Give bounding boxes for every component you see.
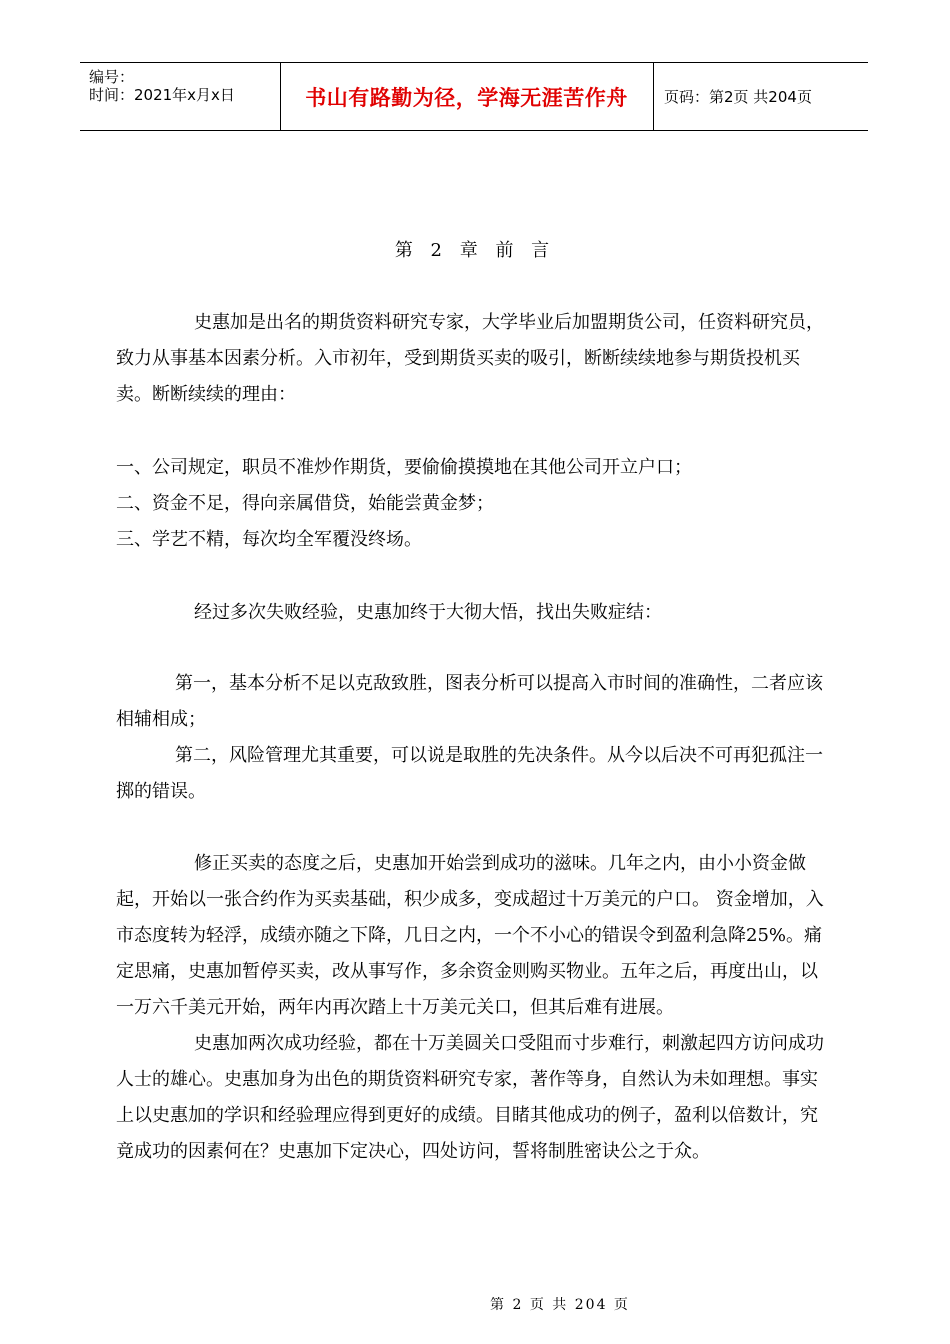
reason-item-1: 一、公司规定，职员不准炒作期货，要偷偷摸摸地在其他公司开立户口； [116,457,692,478]
paragraph-lesson-intro: 经过多次失败经验，史惠加终于大彻大悟，找出失败症结： [194,602,662,623]
paragraph-visit: 史惠加两次成功经验，都在十万美圆关口受阻而寸步难行，刺激起四方访问成功人士的雄心。史惠加身为出色的期货资料研究专家，著作等身，自然认为未如理想。事实上以史惠加的学识和经验理应得到更好的成绩。目睹其他成功的例子，盈利以倍数计，究竟成功的因素何在？史惠加下定决心，四处访问，誓将制胜密诀公之于众。 [116,1033,824,1162]
chapter-title: 第 2 章 前 言 [394,240,556,261]
paragraph-lesson-2: 第二，风险管理尤其重要，可以说是取胜的先决条件。从今以后决不可再犯孤注一掷的错误。 [116,745,823,802]
header-motto: 书山有路勤为径，学海无涯苦作舟 [305,85,628,110]
page-footer: 第 2 页 共 204 页 [490,1297,630,1313]
paragraph-intro: 史惠加是出名的期货资料研究专家，大学毕业后加盟期货公司，任资料研究员，致力从事基本因素分析。入市初年，受到期货买卖的吸引，断断续续地参与期货投机买卖。断断续续的理由： [116,312,824,405]
page-header [80,62,868,131]
header-info-cell [80,63,281,130]
header-motto-cell [280,63,654,130]
header-page-info: 页码：第2页 共204页 [664,88,812,106]
paragraph-success: 修正买卖的态度之后，史惠加开始尝到成功的滋味。几年之内，由小小资金做起，开始以一张合约作为买卖基础，积少成多，变成超过十万美元的户口。 资金增加，入市态度转为轻浮，成绩亦随之下降，几日之内，一个不小心的错误令到盈利急降25%。痛定思痛，史惠加暂停买卖，改从事写作，多余资金则购买物业。五年之后，再度出山，以一万六千美元开始，两年内再次踏上十万美元关口，但其后难有进展。 [116,853,824,1018]
header-page-cell [654,63,868,130]
reason-item-3: 三、学艺不精，每次均全军覆没终场。 [116,529,422,550]
document-time-label: 时间：2021年x月x日 [89,86,235,104]
document-number-label: 编号： [89,68,135,86]
paragraph-lesson-1: 第一，基本分析不足以克敌致胜，图表分析可以提高入市时间的准确性，二者应该相辅相成； [116,673,823,730]
reason-item-2: 二、资金不足，得向亲属借贷，始能尝黄金梦； [116,493,494,514]
